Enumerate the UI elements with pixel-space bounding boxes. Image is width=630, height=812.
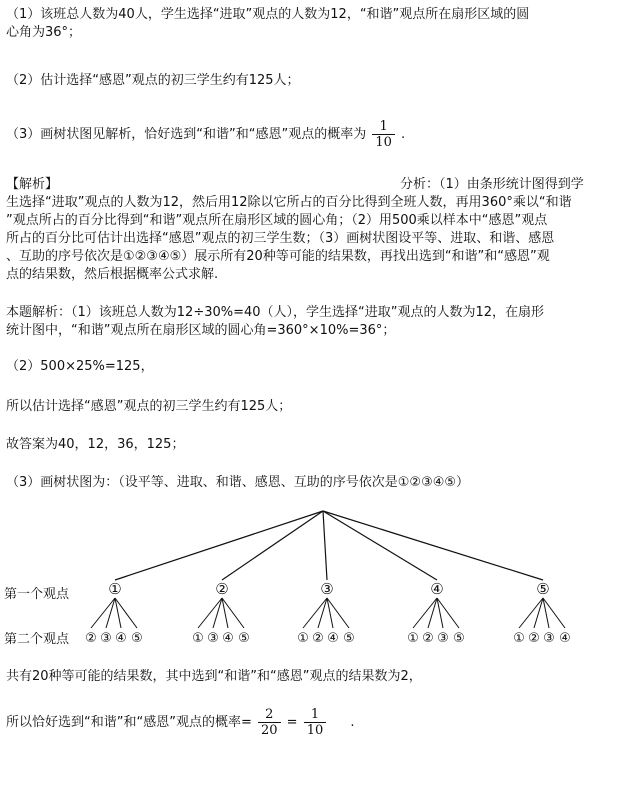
- second-level-node: ①: [407, 631, 419, 646]
- second-level-node: ⑤: [238, 631, 250, 646]
- fraction-numerator: 1: [372, 119, 395, 135]
- second-level-node: ②: [312, 631, 324, 646]
- sub-branch-line: [303, 598, 327, 628]
- sub-branch-line: [534, 598, 543, 628]
- second-level-node: ④: [327, 631, 339, 646]
- probability-fraction-2-20: [258, 707, 281, 738]
- second-level-node: ③: [543, 631, 555, 646]
- solution-line-5: 故答案为40，12，36，125；: [6, 437, 185, 452]
- first-level-node: ③: [320, 580, 334, 598]
- second-level-node: ③: [437, 631, 449, 646]
- answer-line-3-end: .: [401, 127, 406, 142]
- second-level-label: 第二个观点: [4, 632, 70, 647]
- second-level-node: ②: [528, 631, 540, 646]
- second-level-node: ④: [115, 631, 127, 646]
- analysis-header: 【解析】: [6, 177, 59, 192]
- tree-svg: [0, 500, 630, 660]
- solution-line-4: 所以估计选择“感恩”观点的初三学生约有125人；: [6, 399, 292, 414]
- analysis-line: 点的结果数，然后根据概率公式求解.: [6, 267, 219, 282]
- fraction-numerator: 2: [258, 707, 281, 723]
- analysis-intro: 分析：（1）由条形统计图得到学: [400, 177, 584, 192]
- solution-line-2: 统计图中，“和谐”观点所在扇形区域的圆心角=360°×10%=36°；: [6, 323, 396, 338]
- second-level-node: ②: [422, 631, 434, 646]
- second-level-node: ③: [207, 631, 219, 646]
- branch-line: [323, 511, 437, 580]
- probability-fraction-1-10: [304, 707, 327, 738]
- first-level-node: ④: [430, 580, 444, 598]
- second-level-node: ④: [222, 631, 234, 646]
- conclusion-line-2: [6, 706, 355, 740]
- second-level-node: ⑤: [343, 631, 355, 646]
- second-level-node: ⑤: [453, 631, 465, 646]
- sub-branch-line: [106, 598, 115, 628]
- first-level-node: ②: [215, 580, 229, 598]
- branch-line: [115, 511, 323, 580]
- branch-line: [222, 511, 323, 580]
- fraction-denominator: 10: [306, 723, 324, 738]
- answer-line-2: （2）估计选择“感恩”观点的初三学生约有125人；: [6, 73, 300, 88]
- analysis-line: ”观点所占的百分比得到“和谐”观点所在扇形区域的圆心角；（2）用500乘以样本中“感恩”观点: [6, 213, 548, 228]
- fraction-denominator: 20: [260, 723, 278, 738]
- analysis-line: 、互助的序号依次是①②③④⑤）展示所有20种等可能的结果数，再找出选到“和谐”和“感恩”观: [6, 249, 550, 264]
- probability-fraction: [372, 119, 395, 150]
- answer-line-3-text: （3）画树状图见解析，恰好选到“和谐”和“感恩”观点的概率为: [6, 127, 367, 142]
- equals-sign: =: [286, 715, 298, 730]
- answer-line-1-cont: 心角为36°；: [6, 25, 82, 40]
- solution-line-6: （3）画树状图为：（设平等、进取、和谐、感恩、互助的序号依次是①②③④⑤）: [6, 475, 470, 490]
- second-level-node: ①: [192, 631, 204, 646]
- analysis-line: 生选择“进取”观点的人数为12，然后用12除以它所占的百分比得到全班人数，再用360°乘以“和谐: [6, 195, 572, 210]
- second-level-node: ②: [85, 631, 97, 646]
- solution-line-1: 本题解析：（1）该班总人数为12÷30%=40（人），学生选择“进取”观点的人数为12，在扇形: [6, 305, 545, 320]
- analysis-line: 所占的百分比可估计出选择“感恩”观点的初三学生数；（3）画树状图设平等、进取、和谐、感恩: [6, 231, 555, 246]
- fraction-numerator: 1: [304, 707, 327, 723]
- sub-branch-line: [318, 598, 327, 628]
- branch-line: [323, 511, 327, 580]
- answer-line-3: [6, 118, 405, 152]
- first-level-node: ⑤: [536, 580, 550, 598]
- second-level-node: ③: [100, 631, 112, 646]
- fraction-denominator: 10: [375, 135, 392, 150]
- conclusion-end: .: [350, 715, 355, 730]
- second-level-node: ⑤: [131, 631, 143, 646]
- answer-line-1: （1）该班总人数为40人，学生选择“进取”观点的人数为12，“和谐”观点所在扇形区域的圆: [6, 7, 530, 22]
- sub-branch-line: [213, 598, 222, 628]
- sub-branch-line: [413, 598, 437, 628]
- sub-branch-line: [198, 598, 222, 628]
- second-level-node: ①: [297, 631, 309, 646]
- sub-branch-line: [428, 598, 437, 628]
- first-level-node: ①: [108, 580, 122, 598]
- first-level-label: 第一个观点: [4, 587, 70, 602]
- branch-line: [323, 511, 543, 580]
- solution-line-3: （2）500×25%=125，: [6, 359, 154, 374]
- second-level-node: ④: [559, 631, 571, 646]
- conclusion-line-1: 共有20种等可能的结果数，其中选到“和谐”和“感恩”观点的结果数为2，: [6, 669, 422, 684]
- conclusion-text: 所以恰好选到“和谐”和“感恩”观点的概率=: [6, 715, 252, 730]
- sub-branch-line: [519, 598, 543, 628]
- sub-branch-line: [91, 598, 115, 628]
- second-level-node: ①: [513, 631, 525, 646]
